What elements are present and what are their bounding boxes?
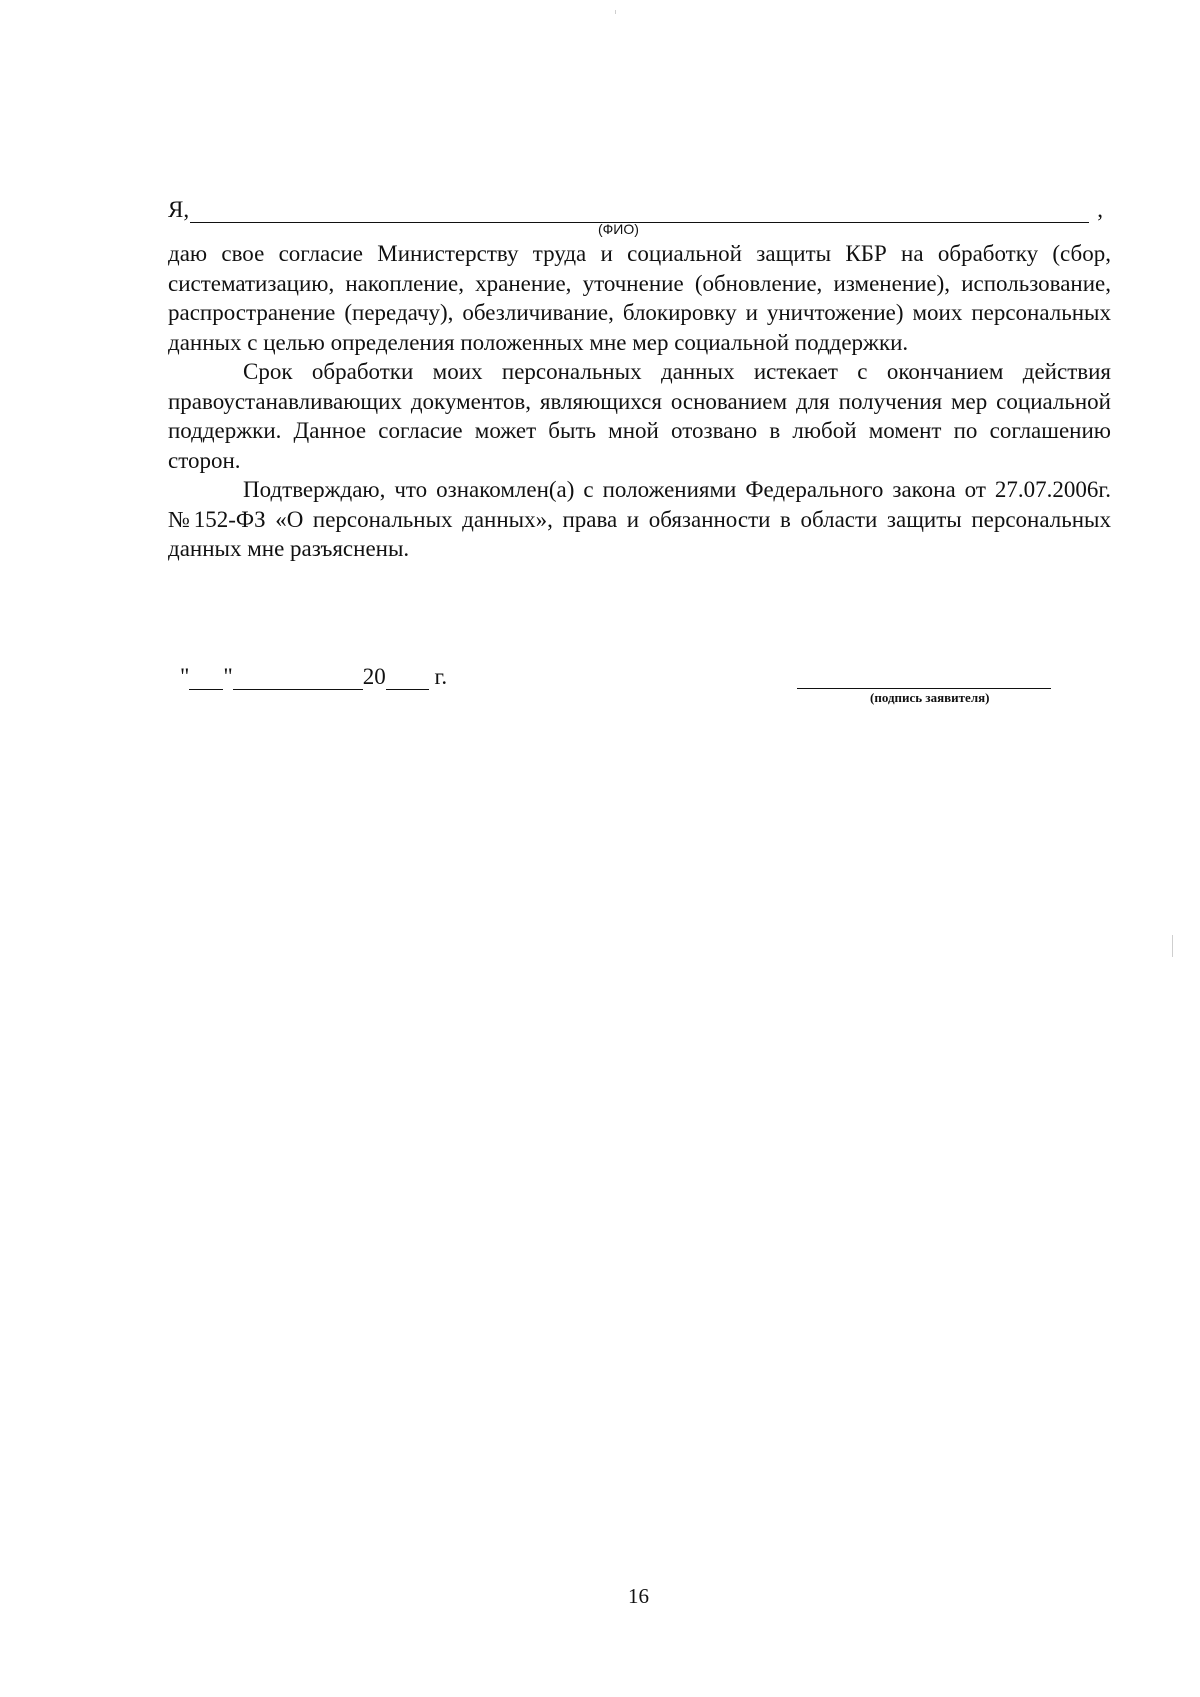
scan-artifact — [1172, 935, 1173, 957]
date-quote-open: " — [180, 664, 190, 689]
date-year-field[interactable] — [386, 664, 429, 690]
ya-label: Я, — [168, 197, 190, 222]
signature-field[interactable] — [797, 688, 1051, 689]
paragraph-term: Срок обработки моих персональных данных истекает с окончанием действия правоустанавливающих документов, являющихся основанием для получения мер социальной поддержки. Данное согласие может быть мной отозвано в любой момент по соглашению сторон. — [168, 359, 1111, 473]
fio-comma: , — [1097, 197, 1103, 222]
date-year-suffix: г. — [434, 664, 448, 689]
paragraph-consent: даю свое согласие Министерству труда и социальной защиты КБР на обработку (сбор, систематизацию, накопление, хранение, уточнение (обновление, изменение), использование, распространение (передачу), обезличивание, блокировку и уничтожение) моих персональных данных с целью определения положенных мне мер социальной поддержки. — [168, 241, 1111, 355]
date-quote-close: " — [223, 664, 233, 689]
page-number: 16 — [628, 1584, 649, 1608]
date-century: 20 — [362, 664, 386, 689]
scan-artifact — [615, 10, 616, 14]
fio-caption: (ФИО) — [598, 221, 639, 237]
consent-text — [168, 239, 1111, 564]
signature-caption: (подпись заявителя) — [870, 690, 990, 705]
fio-input-underline[interactable] — [190, 222, 1089, 223]
date-day-field[interactable] — [189, 664, 223, 690]
date-month-field[interactable] — [233, 664, 363, 690]
date-line — [180, 664, 447, 694]
paragraph-confirmation: Подтверждаю, что ознакомлен(а) с положениями Федерального закона от 27.07.2006г. №152-ФЗ «О персональных данных», права и обязанности в области защиты персональных данных мне разъяснены. — [168, 477, 1111, 561]
